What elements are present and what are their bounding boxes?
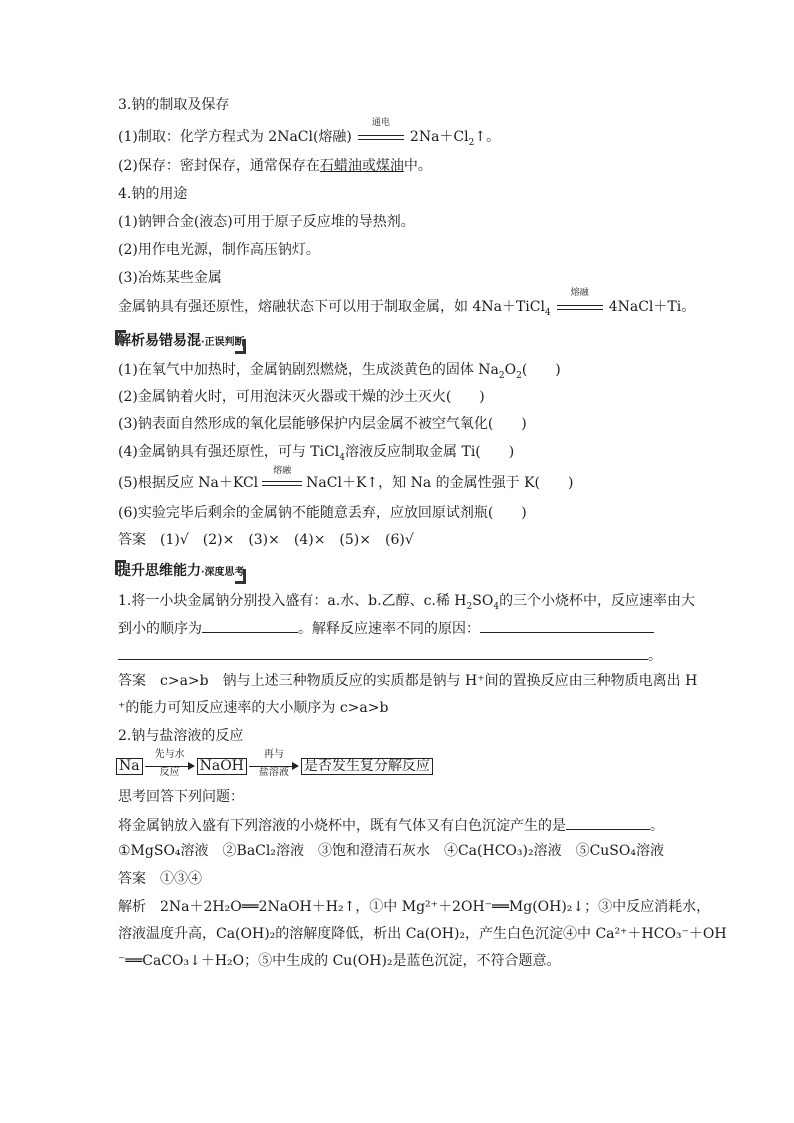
think-prompt: 思考回答下列问题： [118, 789, 244, 805]
answer-3: 答案 ①③④ [118, 871, 202, 887]
answer-blank[interactable] [118, 645, 648, 660]
sec4-line1: (1)钠钾合金(液态)可用于原子反应堆的导热剂。 [118, 214, 415, 230]
judge-item-3: (3)钠表面自然形成的氧化层能够保护内层金属不被空气氧化( ) [118, 416, 527, 432]
melt-equal-sign: 熔融 [557, 300, 603, 314]
sec3-line2: (2)保存：密封保存，通常保存在石蜡油或煤油中。 [118, 158, 432, 174]
banner-thinking: 提升思维能力·深度思考 [117, 562, 244, 582]
banner-error-analysis: 解析易错易混·正误判断 [117, 332, 244, 352]
explanation-line2: 溶液温度升高，Ca(OH)₂的溶解度降低，析出 Ca(OH)₂，产生白色沉淀④中 Ca²⁺＋HCO₃⁻＋OH [118, 926, 727, 942]
judge-item-6: (6)实验完毕后剩余的金属钠不能随意丢弃，应放回原试剂瓶( ) [118, 505, 527, 521]
section3-title: 3.钠的制取及保存 [118, 97, 230, 113]
sec4-line4: 金属钠具有强还原性，熔融状态下可以用于制取金属，如 4Na＋TiCl$_4$ 熔融 4NaCl＋Ti。 [118, 288, 696, 318]
answer-blank[interactable] [480, 618, 654, 633]
explanation-line3: ⁻══CaCO₃↓＋H₂O；⑤中生成的 Cu(OH)₂是蓝色沉淀，不符合题意。 [118, 953, 561, 969]
question-3: 将金属钠放入盛有下列溶液的小烧杯中，既有气体又有白色沉淀产生的是 。 [118, 815, 664, 835]
arrow-icon: 先与水 反应 [145, 758, 195, 774]
answer-2-line1: 答案 c>a>b 钠与上述三种物质反应的实质都是钠与 H⁺间的置换反应由三种物质电离出 H [118, 673, 698, 689]
underlined-answer: 石蜡油或煤油 [319, 158, 404, 174]
flow-box-naoh: NaOH [197, 758, 247, 775]
answer-1: 答案 (1)√ (2)× (3)× (4)× (5)× (6)√ [118, 532, 414, 548]
judge-item-5: (5)根据反应 Na＋KCl 熔融 NaCl＋K↑，知 Na 的金属性强于 K( ) [118, 466, 574, 491]
answer-blank[interactable] [202, 618, 298, 633]
question-1-line1: 1.将一小块金属钠分别投入盛有：a.水、b.乙醇、c.稀 $H_2SO_4$的三个小烧杯中，反应速率由大 [118, 593, 696, 612]
sec4-line2: (2)用作电光源，制作高压钠灯。 [118, 242, 320, 258]
melt-equal-sign: 熔融 [262, 477, 302, 489]
question-1-line3: 。 [118, 645, 662, 665]
flow-box-result: 是否发生复分解反应 [301, 758, 433, 775]
sec4-line3: (3)冶炼某些金属 [118, 270, 222, 286]
arrow-icon: 再与 盐溶液 [249, 758, 299, 774]
judge-item-2: (2)金属钠着火时，可用泡沫灭火器或干燥的沙土灭火( ) [118, 389, 485, 405]
question-1-line2: 到小的顺序为 。解释反应速率不同的原因： [118, 618, 654, 638]
reaction-flow [116, 749, 433, 778]
answer-blank[interactable] [566, 815, 650, 830]
electrolysis-equal-sign: 通电 [358, 130, 404, 144]
explanation-line1: 解析 2Na＋2H₂O══2NaOH＋H₂↑，①中 Mg²⁺＋2OH⁻══Mg(OH)₂↓；③中反应消耗水， [118, 899, 711, 915]
question-3-options: ①MgSO₄溶液 ②BaCl₂溶液 ③饱和澄清石灰水 ④Ca(HCO₃)₂溶液 ⑤CuSO₄溶液 [118, 843, 664, 859]
judge-item-1: (1)在氧气中加热时，金属钠剧烈燃烧，生成淡黄色的固体 $Na_2O_2$( ) [118, 362, 561, 381]
judge-item-4: (4)金属钠具有强还原性，可与 TiCl$_4$溶液反应制取金属 Ti( ) [118, 444, 515, 463]
sec3-line1: (1)制取：化学方程式为 2NaCl(熔融) 通电 $2Na+Cl_2↑$。 [118, 118, 501, 148]
flow-box-na: Na [116, 758, 143, 775]
question-2-title: 2.钠与盐溶液的反应 [118, 728, 244, 744]
section4-title: 4.钠的用途 [118, 186, 188, 202]
answer-2-line2: ⁺的能力可知反应速率的大小顺序为 c>a>b [118, 700, 389, 716]
